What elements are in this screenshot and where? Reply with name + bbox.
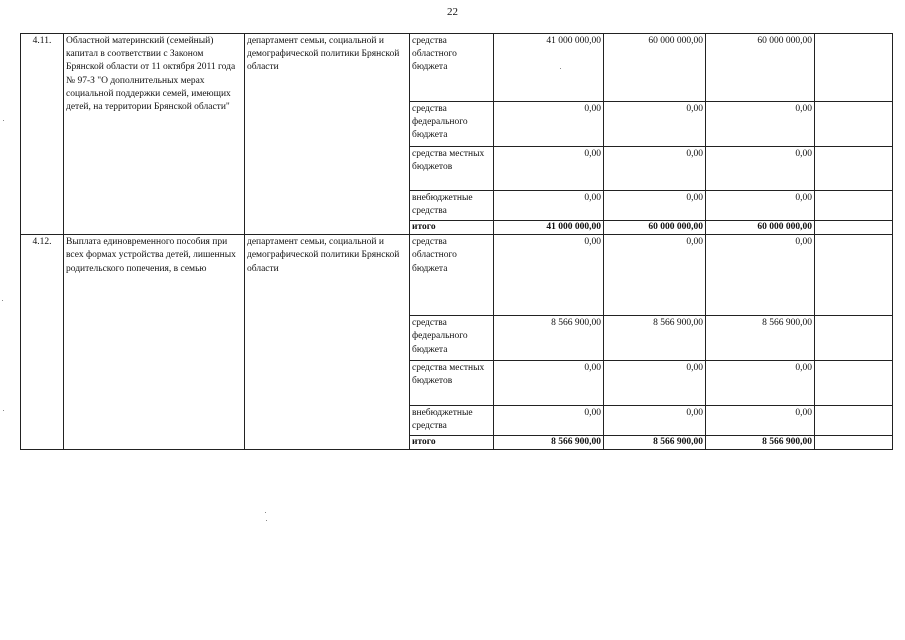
amount-cell (815, 235, 893, 316)
amount-cell (815, 102, 893, 147)
funding-source: средства местных бюджетов (410, 147, 494, 191)
amount-cell (815, 361, 893, 406)
total-amount: 60 000 000,00 (706, 221, 815, 235)
amount-cell (815, 191, 893, 221)
amount-cell: 0,00 (494, 361, 604, 406)
budget-table (20, 33, 893, 450)
amount-cell: 0,00 (706, 235, 815, 316)
amount-cell: 0,00 (706, 406, 815, 436)
total-amount: 8 566 900,00 (494, 436, 604, 450)
amount-cell: 0,00 (494, 406, 604, 436)
total-amount (815, 221, 893, 235)
amount-cell: 0,00 (494, 235, 604, 316)
amount-cell: 0,00 (706, 147, 815, 191)
amount-cell: 0,00 (604, 147, 706, 191)
funding-source: средства федерального бюджета (410, 316, 494, 361)
amount-cell: 0,00 (604, 191, 706, 221)
table-row (21, 34, 893, 102)
row-number: 4.12. (21, 235, 64, 450)
amount-cell (815, 406, 893, 436)
amount-cell: 8 566 900,00 (706, 316, 815, 361)
amount-cell: 60 000 000,00 (706, 34, 815, 102)
amount-cell: 0,00 (494, 102, 604, 147)
amount-cell: 0,00 (604, 235, 706, 316)
amount-cell: 0,00 (706, 191, 815, 221)
funding-source: внебюджетные средства (410, 406, 494, 436)
funding-source: средства федерального бюджета (410, 102, 494, 147)
amount-cell: 41 000 000,00 (494, 34, 604, 102)
measure-name: Областной материнский (семейный) капитал в соответствии с Законом Брянской области от 11 октября 2011 года № 97-З "О дополнительных мерах социальной поддержки семей, имеющих детей, на территории Брянской области" (64, 34, 245, 235)
executor: департамент семьи, социальной и демографической политики Брянской области (245, 34, 410, 235)
amount-cell (815, 34, 893, 102)
amount-cell (815, 147, 893, 191)
total-amount: 8 566 900,00 (604, 436, 706, 450)
amount-cell: 0,00 (494, 191, 604, 221)
amount-cell (815, 316, 893, 361)
row-number: 4.11. (21, 34, 64, 235)
amount-cell: 0,00 (604, 361, 706, 406)
amount-cell: 0,00 (604, 102, 706, 147)
funding-source: внебюджетные средства (410, 191, 494, 221)
amount-cell: 0,00 (604, 406, 706, 436)
funding-source: средства областного бюджета (410, 235, 494, 316)
funding-source: средства областного бюджета (410, 34, 494, 102)
total-amount: 41 000 000,00 (494, 221, 604, 235)
table-row (21, 235, 893, 316)
measure-name: Выплата единовременного пособия при всех формах устройства детей, лишенных родительского попечения, в семью (64, 235, 245, 450)
amount-cell: 60 000 000,00 (604, 34, 706, 102)
total-amount (815, 436, 893, 450)
total-amount: 8 566 900,00 (706, 436, 815, 450)
amount-cell: 0,00 (706, 102, 815, 147)
page-number: 22 (447, 6, 458, 18)
funding-source: средства местных бюджетов (410, 361, 494, 406)
amount-cell: 0,00 (494, 147, 604, 191)
total-label: итого (410, 221, 494, 235)
amount-cell: 0,00 (706, 361, 815, 406)
total-label: итого (410, 436, 494, 450)
executor: департамент семьи, социальной и демографической политики Брянской области (245, 235, 410, 450)
amount-cell: 8 566 900,00 (604, 316, 706, 361)
total-amount: 60 000 000,00 (604, 221, 706, 235)
amount-cell: 8 566 900,00 (494, 316, 604, 361)
